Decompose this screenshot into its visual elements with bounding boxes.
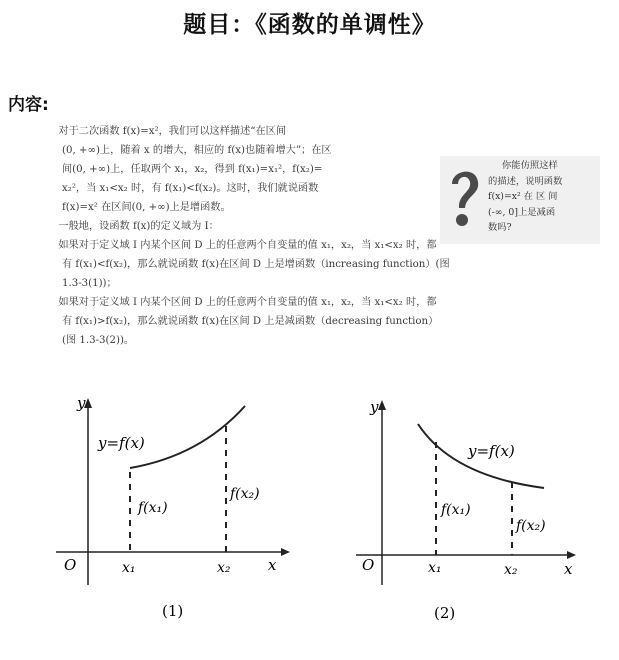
paragraph-line-10: 如果对于定义域 I 内某个区间 D 上的任意两个自变量的值 x₁，x₂，当 x₁<x₂ 时，都 — [58, 297, 437, 308]
x-axis-arrow-icon — [281, 548, 290, 556]
question-mark-icon — [442, 162, 486, 234]
sidebar-line-4: (-∞, 0]上是减函 — [488, 206, 556, 218]
x1-label: x₁ — [122, 560, 136, 576]
page-title: 题目：《函数的单调性》 — [183, 12, 436, 38]
increasing-curve — [130, 406, 245, 468]
x2-label: x₂ — [217, 560, 231, 576]
origin-label: O — [362, 556, 375, 574]
sidebar-line-3: f(x)=x² 在 区 间 — [488, 191, 558, 202]
paragraph-line-7: 如果对于定义域 I 内某个区间 D 上的任意两个自变量的值 x₁，x₂，当 x₁<x₂ 时，都 — [58, 240, 437, 251]
paragraph-line-1: 对于二次函数 f(x)=x²，我们可以这样描述“在区间 — [58, 126, 287, 137]
x2-label: x₂ — [504, 562, 518, 578]
paragraph-line-6: 一般地，设函数 f(x)的定义域为 I： — [58, 221, 219, 232]
curve-label: y=f(x) — [468, 442, 515, 460]
origin-label: O — [64, 556, 77, 574]
paragraph-line-5: f(x)=x² 在区间(0, +∞)上是增函数。 — [62, 202, 231, 213]
paragraph-line-9: 1.3-3(1))； — [62, 278, 117, 289]
y-axis-label: y — [370, 398, 379, 416]
sidebar-question-box — [440, 156, 600, 244]
figure-increasing — [40, 390, 310, 640]
figure-decreasing — [340, 390, 610, 640]
content-label: 内容: — [8, 95, 49, 115]
x1-label: x₁ — [428, 560, 442, 576]
x-axis-arrow-icon — [567, 551, 576, 559]
fx2-label: f(x₂) — [230, 486, 260, 502]
curve-label: y=f(x) — [98, 434, 145, 452]
figure-caption: (2) — [434, 604, 456, 622]
y-axis-arrow-icon — [378, 400, 386, 410]
x-axis-label: x — [268, 556, 277, 574]
paragraph-line-11: 有 f(x₁)>f(x₂)，那么就说函数 f(x)在区间 D 上是减函数（decreasing function） — [62, 316, 439, 327]
fx1-label: f(x₁) — [138, 500, 168, 516]
sidebar-line-1: 你能仿照这样 — [502, 160, 558, 171]
fx2-label: f(x₂) — [516, 518, 546, 534]
paragraph-line-12: (图 1.3-3(2))。 — [62, 335, 135, 346]
paragraph-line-3: 间(0, +∞)上，任取两个 x₁，x₂，得到 f(x₁)=x₁²，f(x₂)= — [62, 164, 323, 175]
x-axis-label: x — [564, 560, 573, 578]
figure-caption: (1) — [162, 602, 184, 620]
sidebar-line-2: 的描述，说明函数 — [488, 175, 563, 187]
fx1-label: f(x₁) — [441, 502, 471, 518]
y-axis-label: y — [77, 394, 86, 412]
paragraph-line-8: 有 f(x₁)<f(x₂)，那么就说函数 f(x)在区间 D 上是增函数（increasing function）(图 — [62, 259, 450, 270]
paragraph-line-2: (0, +∞)上，随着 x 的增大，相应的 f(x)也随着增大”；在区 — [62, 145, 332, 156]
sidebar-line-5: 数吗? — [488, 222, 512, 233]
paragraph-line-4: x₂²，当 x₁<x₂ 时，有 f(x₁)<f(x₂)。这时，我们就说函数 — [62, 183, 319, 194]
